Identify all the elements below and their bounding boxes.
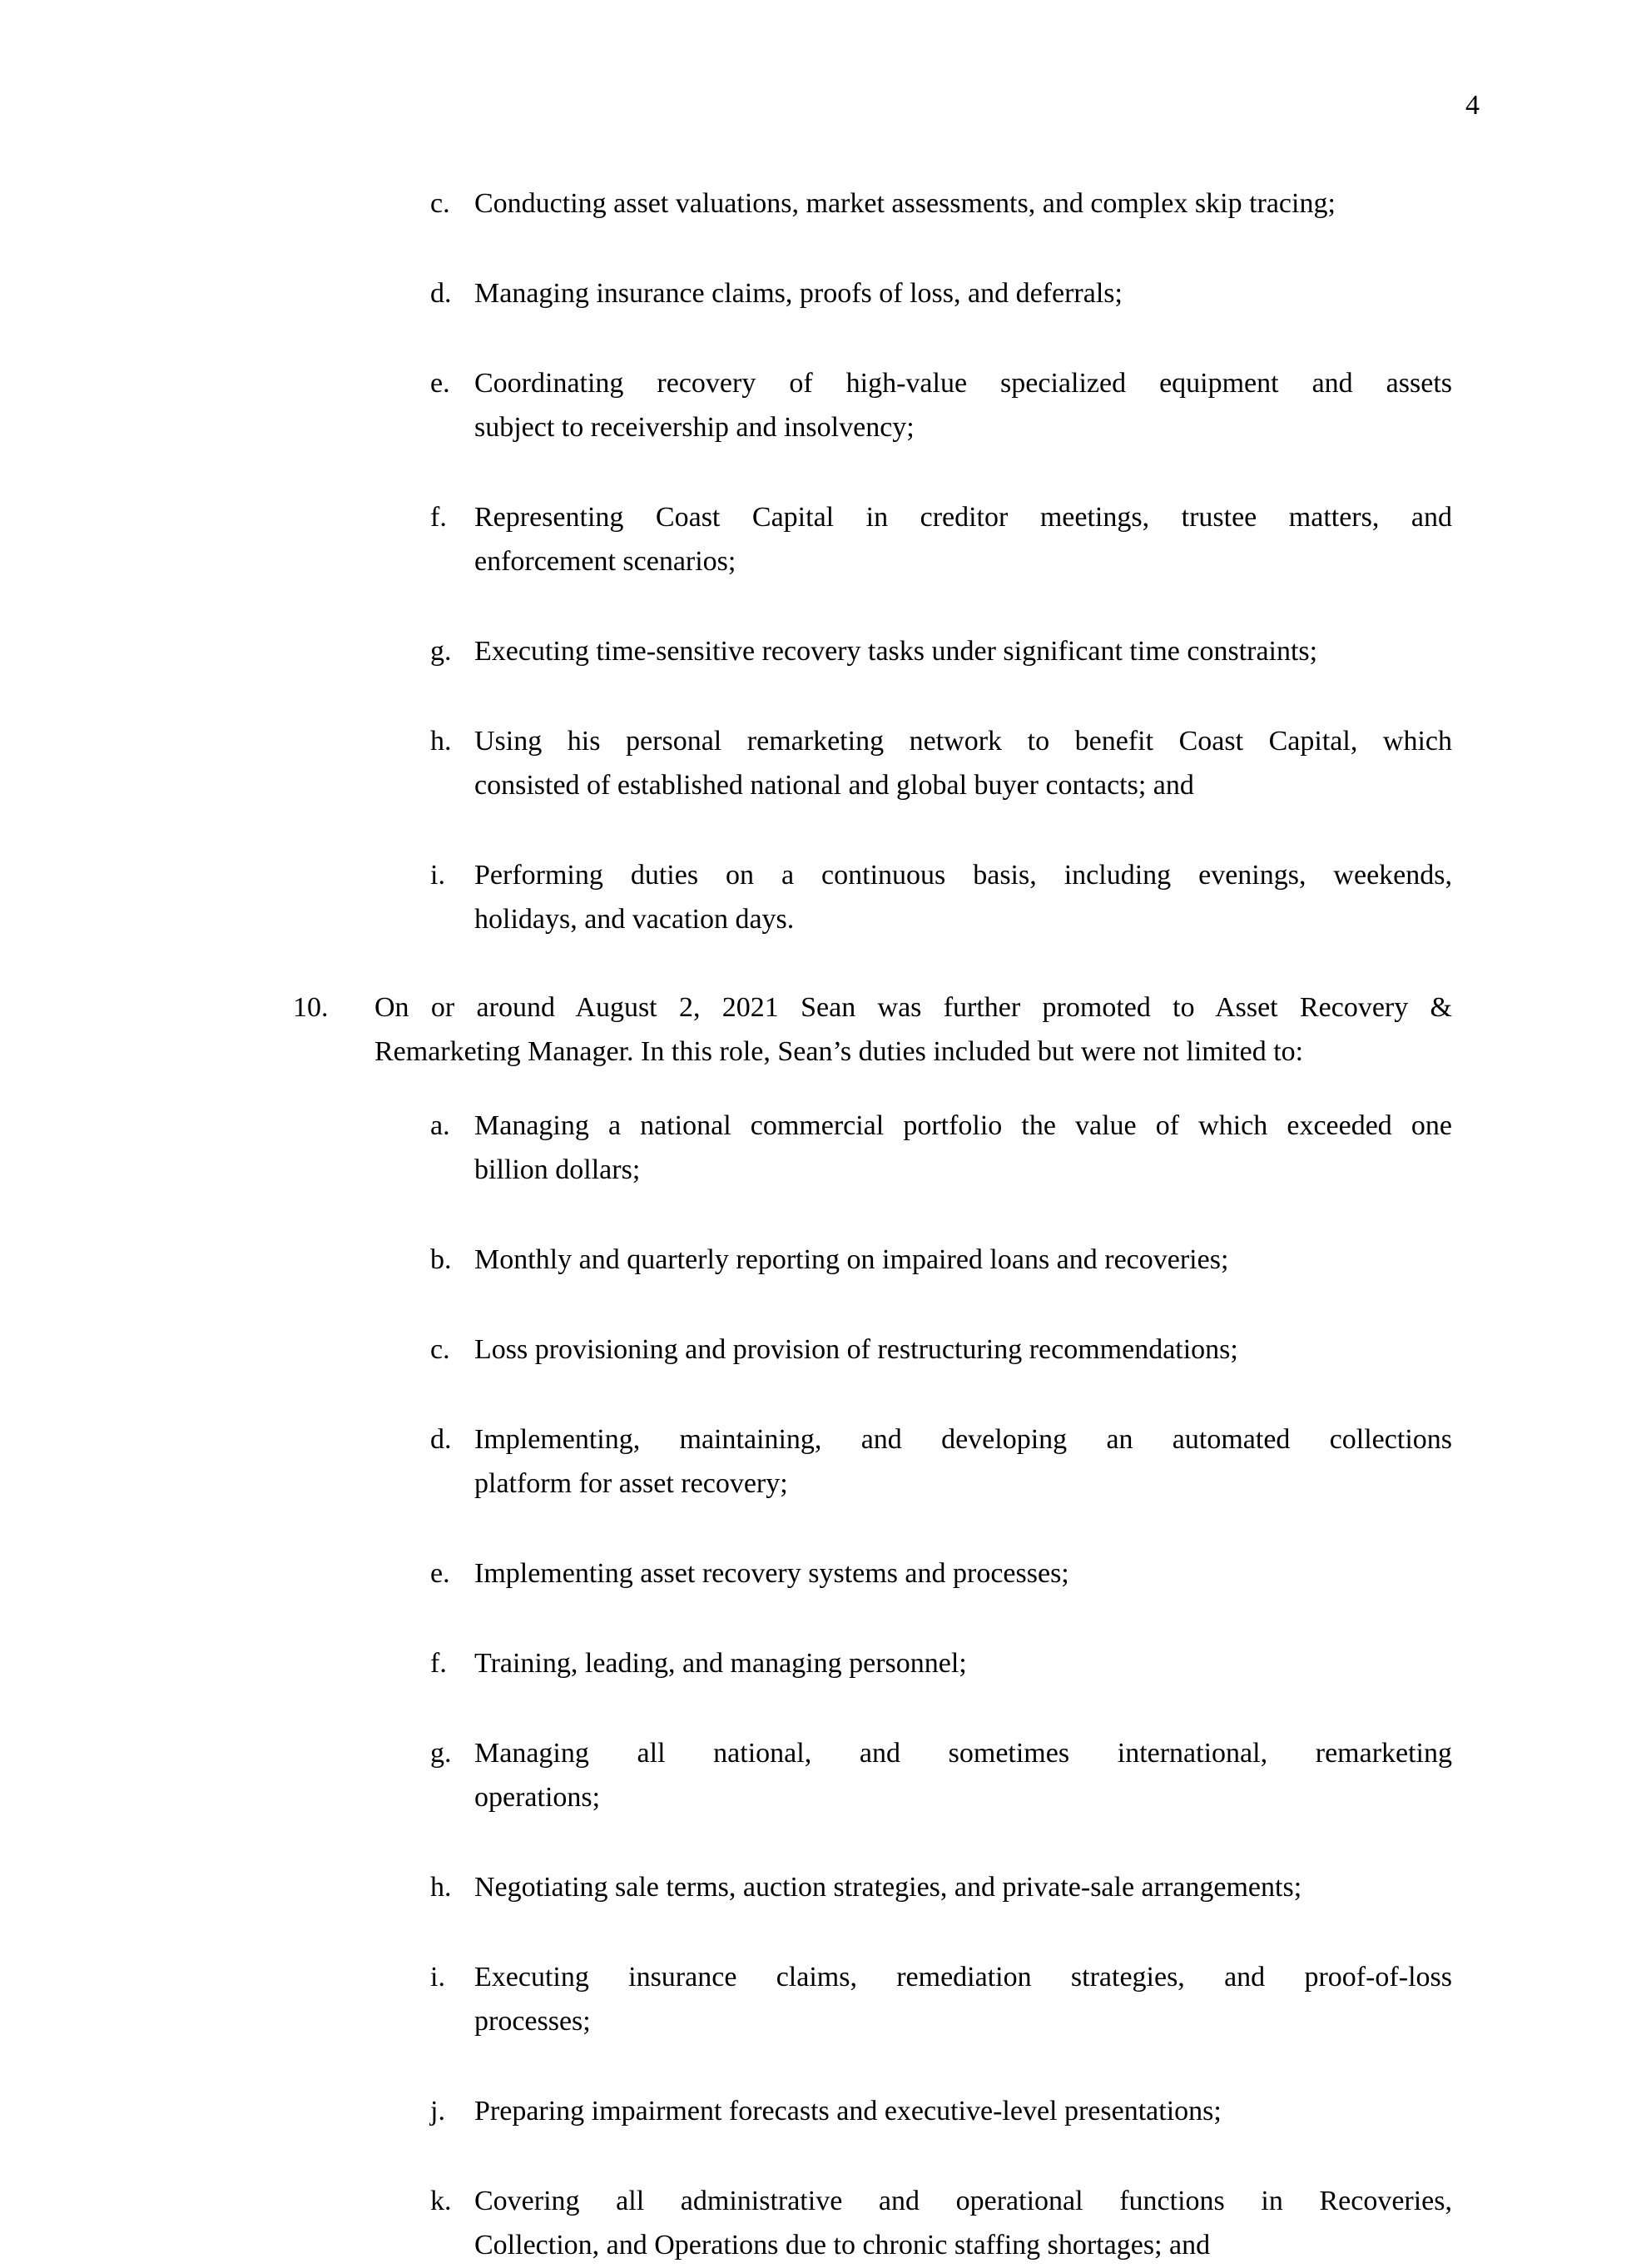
text-line: Executing time-sensitive recovery tasks under significant time constraints; [474,636,1318,667]
list-item-body [474,361,1452,449]
text-line: consisted of established national and global buyer contacts; and [474,770,1194,801]
text-line: Negotiating sale terms, auction strategies, and private-sale arrangements; [474,1872,1302,1903]
list-item [293,719,1452,807]
text-line: operations; [474,1782,601,1813]
list-item [293,1104,1452,1192]
list-item-body [474,853,1452,941]
list-marker: g. [430,1738,452,1769]
text-line: Performing duties on a continuous basis, including evenings, weekends, [474,860,1452,891]
list-item [293,2089,1452,2133]
paragraph-number: 10. [293,992,329,1023]
list-marker: f. [430,1648,447,1679]
paragraph-spacer [293,942,1452,985]
list-item-body [474,1104,1452,1192]
list-item [293,1865,1452,1909]
list-item [293,1731,1452,1819]
item-spacer [293,1820,1452,1865]
list-item [293,1551,1452,1596]
list-item [293,853,1452,941]
continued-sub-list [293,181,1452,941]
list-item-body [474,495,1452,583]
list-marker: c. [430,1334,450,1365]
list-marker: j. [430,2096,445,2127]
list-item [293,1955,1452,2043]
paragraph-10-sub-list [293,1104,1452,2267]
item-spacer [293,808,1452,853]
list-marker: a. [430,1110,450,1141]
text-line: Preparing impairment forecasts and executive-level presentations; [474,2096,1222,2127]
list-item-body [474,181,1452,226]
list-marker: e. [430,368,450,399]
list-item-body [474,719,1452,807]
text-line: enforcement scenarios; [474,546,736,577]
text-line: Collection, and Operations due to chronic staffing shortages; and [474,2230,1211,2261]
item-spacer [293,674,1452,719]
list-marker: c. [430,188,450,219]
list-marker: i. [430,860,445,891]
list-item [293,361,1452,449]
text-line: Monthly and quarterly reporting on impaired loans and recoveries; [474,1244,1229,1275]
list-marker: b. [430,1244,452,1275]
text-line: platform for asset recovery; [474,1468,788,1499]
text-line: On or around August 2, 2021 Sean was further promoted to Asset Recovery & [374,992,1452,1023]
list-item-body [474,1731,1452,1819]
paragraph-10 [293,985,1452,1074]
list-item-body [474,1417,1452,1506]
item-spacer [293,1193,1452,1238]
list-item-body [474,2089,1452,2133]
list-item-body [474,629,1452,673]
text-line: billion dollars; [474,1154,641,1185]
text-line: Loss provisioning and provision of restructuring recommendations; [474,1334,1238,1365]
list-marker: d. [430,1424,452,1455]
item-spacer [293,1506,1452,1551]
text-line: Conducting asset valuations, market assessments, and complex skip tracing; [474,188,1336,219]
list-item-body [474,1955,1452,2043]
item-spacer [293,2134,1452,2179]
text-line: Managing insurance claims, proofs of loss, and deferrals; [474,278,1123,309]
list-item-body [474,1328,1452,1372]
text-line: Training, leading, and managing personnel; [474,1648,967,1679]
text-line: Executing insurance claims, remediation strategies, and proof-of-loss [474,1962,1452,1993]
list-item [293,1641,1452,1685]
text-line: Managing a national commercial portfolio the value of which exceeded one [474,1110,1452,1141]
page-number: 4 [1465,90,1480,121]
list-marker: k. [430,2186,452,2216]
list-marker: d. [430,278,452,309]
list-item-body [474,1551,1452,1596]
text-line: Managing all national, and sometimes international, remarketing [474,1738,1452,1769]
text-line: Covering all administrative and operational functions in Recoveries, [474,2186,1452,2216]
list-marker: f. [430,502,447,533]
item-spacer [293,584,1452,629]
text-line: Representing Coast Capital in creditor meetings, trustee matters, and [474,502,1452,533]
item-spacer [293,1596,1452,1641]
text-line: Remarketing Manager. In this role, Sean’s duties included but were not limited to: [374,1036,1304,1067]
list-item [293,1238,1452,1282]
item-spacer [293,1283,1452,1328]
list-item-body [474,1641,1452,1685]
list-marker: g. [430,636,452,667]
list-item-body [474,271,1452,315]
text-line: Coordinating recovery of high-value specialized equipment and assets [474,368,1452,399]
item-spacer [293,226,1452,271]
text-line: Implementing, maintaining, and developing an automated collections [474,1424,1452,1455]
list-item [293,181,1452,226]
item-spacer [293,316,1452,361]
list-item [293,1328,1452,1372]
list-marker: h. [430,726,452,757]
list-item-body [474,2179,1452,2267]
item-spacer [293,2044,1452,2089]
list-item-body [474,1238,1452,1282]
text-line: Using his personal remarketing network to benefit Coast Capital, which [474,726,1452,757]
list-marker: h. [430,1872,452,1903]
text-line: holidays, and vacation days. [474,904,795,935]
paragraph-spacer [293,1074,1452,1104]
list-item [293,629,1452,673]
item-spacer [293,450,1452,495]
list-item [293,271,1452,315]
item-spacer [293,1910,1452,1955]
list-item-body [474,1865,1452,1909]
text-line: Implementing asset recovery systems and processes; [474,1558,1069,1589]
list-item [293,495,1452,583]
text-line: subject to receivership and insolvency; [474,412,915,443]
list-marker: i. [430,1962,445,1993]
paragraph-body [374,985,1452,1074]
page-content [293,181,1452,2268]
text-line: processes; [474,2006,591,2037]
list-item [293,1417,1452,1506]
item-spacer [293,1686,1452,1731]
list-item [293,2179,1452,2267]
list-marker: e. [430,1558,450,1589]
item-spacer [293,1372,1452,1417]
